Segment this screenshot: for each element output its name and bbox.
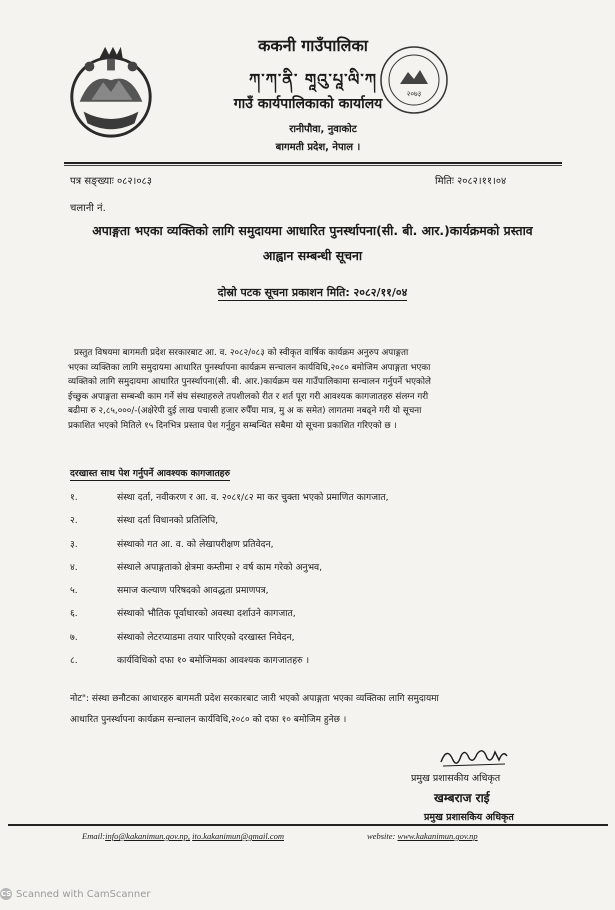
signatory-title: प्रमुख प्रशासकीय अधिकृत: [411, 773, 501, 784]
list-item: [70, 537, 560, 560]
list-item-number: ३.: [70, 538, 78, 550]
website-link[interactable]: www.kakanimun.gov.np: [397, 831, 478, 841]
camscanner-logo-icon: CS: [0, 890, 12, 898]
office-seal-icon: [378, 44, 450, 116]
publication-date-text: दोस्रो पटक सूचना प्रकाशन मिति: २०८२/११/०४: [217, 286, 408, 299]
requirements-heading: दरखास्त साथ पेश गर्नुपर्ने आवश्यक कागजातहरु: [70, 468, 231, 479]
list-item-text: संस्थाको गत आ. व. को लेखापरीक्षण प्रतिवेदन,: [117, 538, 274, 550]
body-line: बढीमा रु २,८५,०००/-(अक्षेरेपी दुई लाख पचासी हजार रुपैँया मात्र, मु अ क समेत) लागतमा नबढ्ने गरी यो सूचना: [68, 406, 422, 416]
list-item-number: ५.: [70, 585, 78, 597]
letter-reference-number: पत्र सङ्ख्याः ०८२।०८३: [70, 176, 152, 187]
list-item-text: कार्यविधिको दफा १० बमोजिमका आवश्यक कागजातहरु ।: [117, 655, 310, 667]
dispatch-number: चलानी नं.: [70, 203, 106, 214]
email-link-info[interactable]: info@kakanimun.gov.np,: [105, 831, 190, 841]
list-item-number: ८.: [70, 655, 78, 667]
list-item-number: ४.: [70, 561, 78, 573]
note-line: आधारित पुनर्स्थापना कार्यक्रम सन्चालन कार्यविधि,२०८० को दफा १० बमोजिम हुनेछ ।: [70, 715, 347, 725]
email-label: Email:: [82, 831, 106, 841]
camscanner-text: Scanned with CamScanner: [16, 888, 151, 900]
body-line: व्यक्तिको लागि समुदायमा आधारित पुनर्स्थापना(सी. बी. आर.)कार्यक्रम यस गाउँपालिकामा सन्चालन गर्नुपर्ने भएकोले: [68, 377, 431, 387]
website-label: website:: [367, 831, 396, 841]
list-item-text: संस्थाको लेटरप्याडमा तयार पारिएको दरखास्त निवेदन,: [117, 631, 295, 643]
notice-body: [68, 346, 562, 433]
email-link-ito[interactable]: ito.kakanimun@gmail.com: [192, 831, 284, 841]
letter-date: मितिः २०८२।११।०४: [435, 176, 507, 187]
note-line: नोट": संस्था छनौटका आधारहरु बागमती प्रदेश सरकारबाट जारी भएको अपाङ्गता भएका व्यक्तिका लागि समुदायमा: [70, 694, 439, 704]
office-province: बागमती प्रदेश, नेपाल ।: [275, 142, 361, 153]
signatory-name: खम्बराज राई: [434, 791, 490, 805]
footer-website: [367, 831, 478, 841]
office-name: गाउँ कार्यपालिकाको कार्यालय: [233, 96, 383, 112]
list-item-number: ७.: [70, 631, 78, 643]
list-item-number: ६.: [70, 608, 78, 620]
signatory-stamp-title: प्रमुख प्रशासकिय अधिकृत: [424, 812, 514, 823]
list-item: [70, 653, 560, 676]
list-item-text: संस्था दर्ता, नवीकरण र आ. व. २०८१/८२ मा कर चुक्ता भएको प्रमाणित कागजात,: [117, 492, 389, 503]
footer-divider: [8, 824, 608, 826]
list-item: [70, 490, 560, 513]
list-item-text: संस्थाले अपाङ्गताको क्षेत्रमा कम्तीमा २ वर्ष काम गरेको अनुभव,: [117, 561, 323, 573]
list-item-number: १.: [70, 492, 78, 503]
header-divider-thin: [64, 165, 562, 166]
header-divider: [64, 162, 562, 164]
body-line: ईच्छुक अपाङ्गता सम्बन्धी काम गर्ने संघ संस्थाहरुले तपशीलको रीत र शर्त पूरा गरी आवश्यक कागजातहरु संलग्न गरी: [68, 391, 429, 402]
notice-title: अपाङ्गता भएका व्यक्तिको लागि समुदायमा आधारित पुनर्स्थापना(सी. बी. आर.)कार्यक्रमको प्रस्ताव: [92, 223, 533, 238]
camscanner-watermark: [0, 888, 151, 900]
requirements-list: [70, 490, 560, 676]
notice-subtitle: आह्वान सम्बन्धी सूचना: [262, 248, 363, 263]
list-item: [70, 583, 560, 606]
list-item: [70, 560, 560, 583]
signature-icon: [437, 742, 512, 772]
list-item: [70, 630, 560, 653]
publication-date: [60, 285, 565, 300]
office-address: रानीपौवा, नुवाकोट: [289, 124, 357, 135]
footer-email: [82, 831, 284, 841]
municipality-name: ककनी गाउँपालिका: [258, 36, 368, 55]
list-item-number: २.: [70, 515, 78, 527]
body-line: प्रस्तुत विषयमा बागमती प्रदेश सरकारबाट आ. व. २०८२/०८३ को स्वीकृत वार्षिक कार्यक्रम अनुरुप अपाङ्गता: [74, 348, 409, 358]
note-section: [70, 689, 564, 731]
municipality-name-tibetan: ཀ་ཀ་ནི་ གཱའུ་པཱ་ལི་ཀ: [249, 70, 377, 89]
list-item-text: समाज कल्याण परिषदको आवद्धता प्रमाणपत्र,: [117, 585, 269, 597]
list-item-text: संस्था दर्ता विधानको प्रतिलिपि,: [117, 515, 219, 527]
body-line: प्रकाशित भएको मितिले १५ दिनभित्र प्रस्ताव पेश गर्नुहुन सम्बन्धित सबैमा यो सूचना प्रकाशित गरिएको छ ।: [68, 420, 397, 431]
list-item-text: संस्थाको भौतिक पूर्वाधारको अवस्था दर्शाउने कागजात,: [117, 608, 296, 620]
body-line: भएका व्यक्तिका लागि समुदायमा आधारित पुनर्स्थापना कार्यक्रम सन्चालन कार्यविधि,२०८० बमोजिम अपाङ्गता भएका: [68, 362, 431, 373]
nepal-emblem-icon: [62, 42, 160, 142]
seal-year: २०७३: [406, 90, 422, 98]
list-item: [70, 606, 560, 629]
list-item: [70, 513, 560, 536]
